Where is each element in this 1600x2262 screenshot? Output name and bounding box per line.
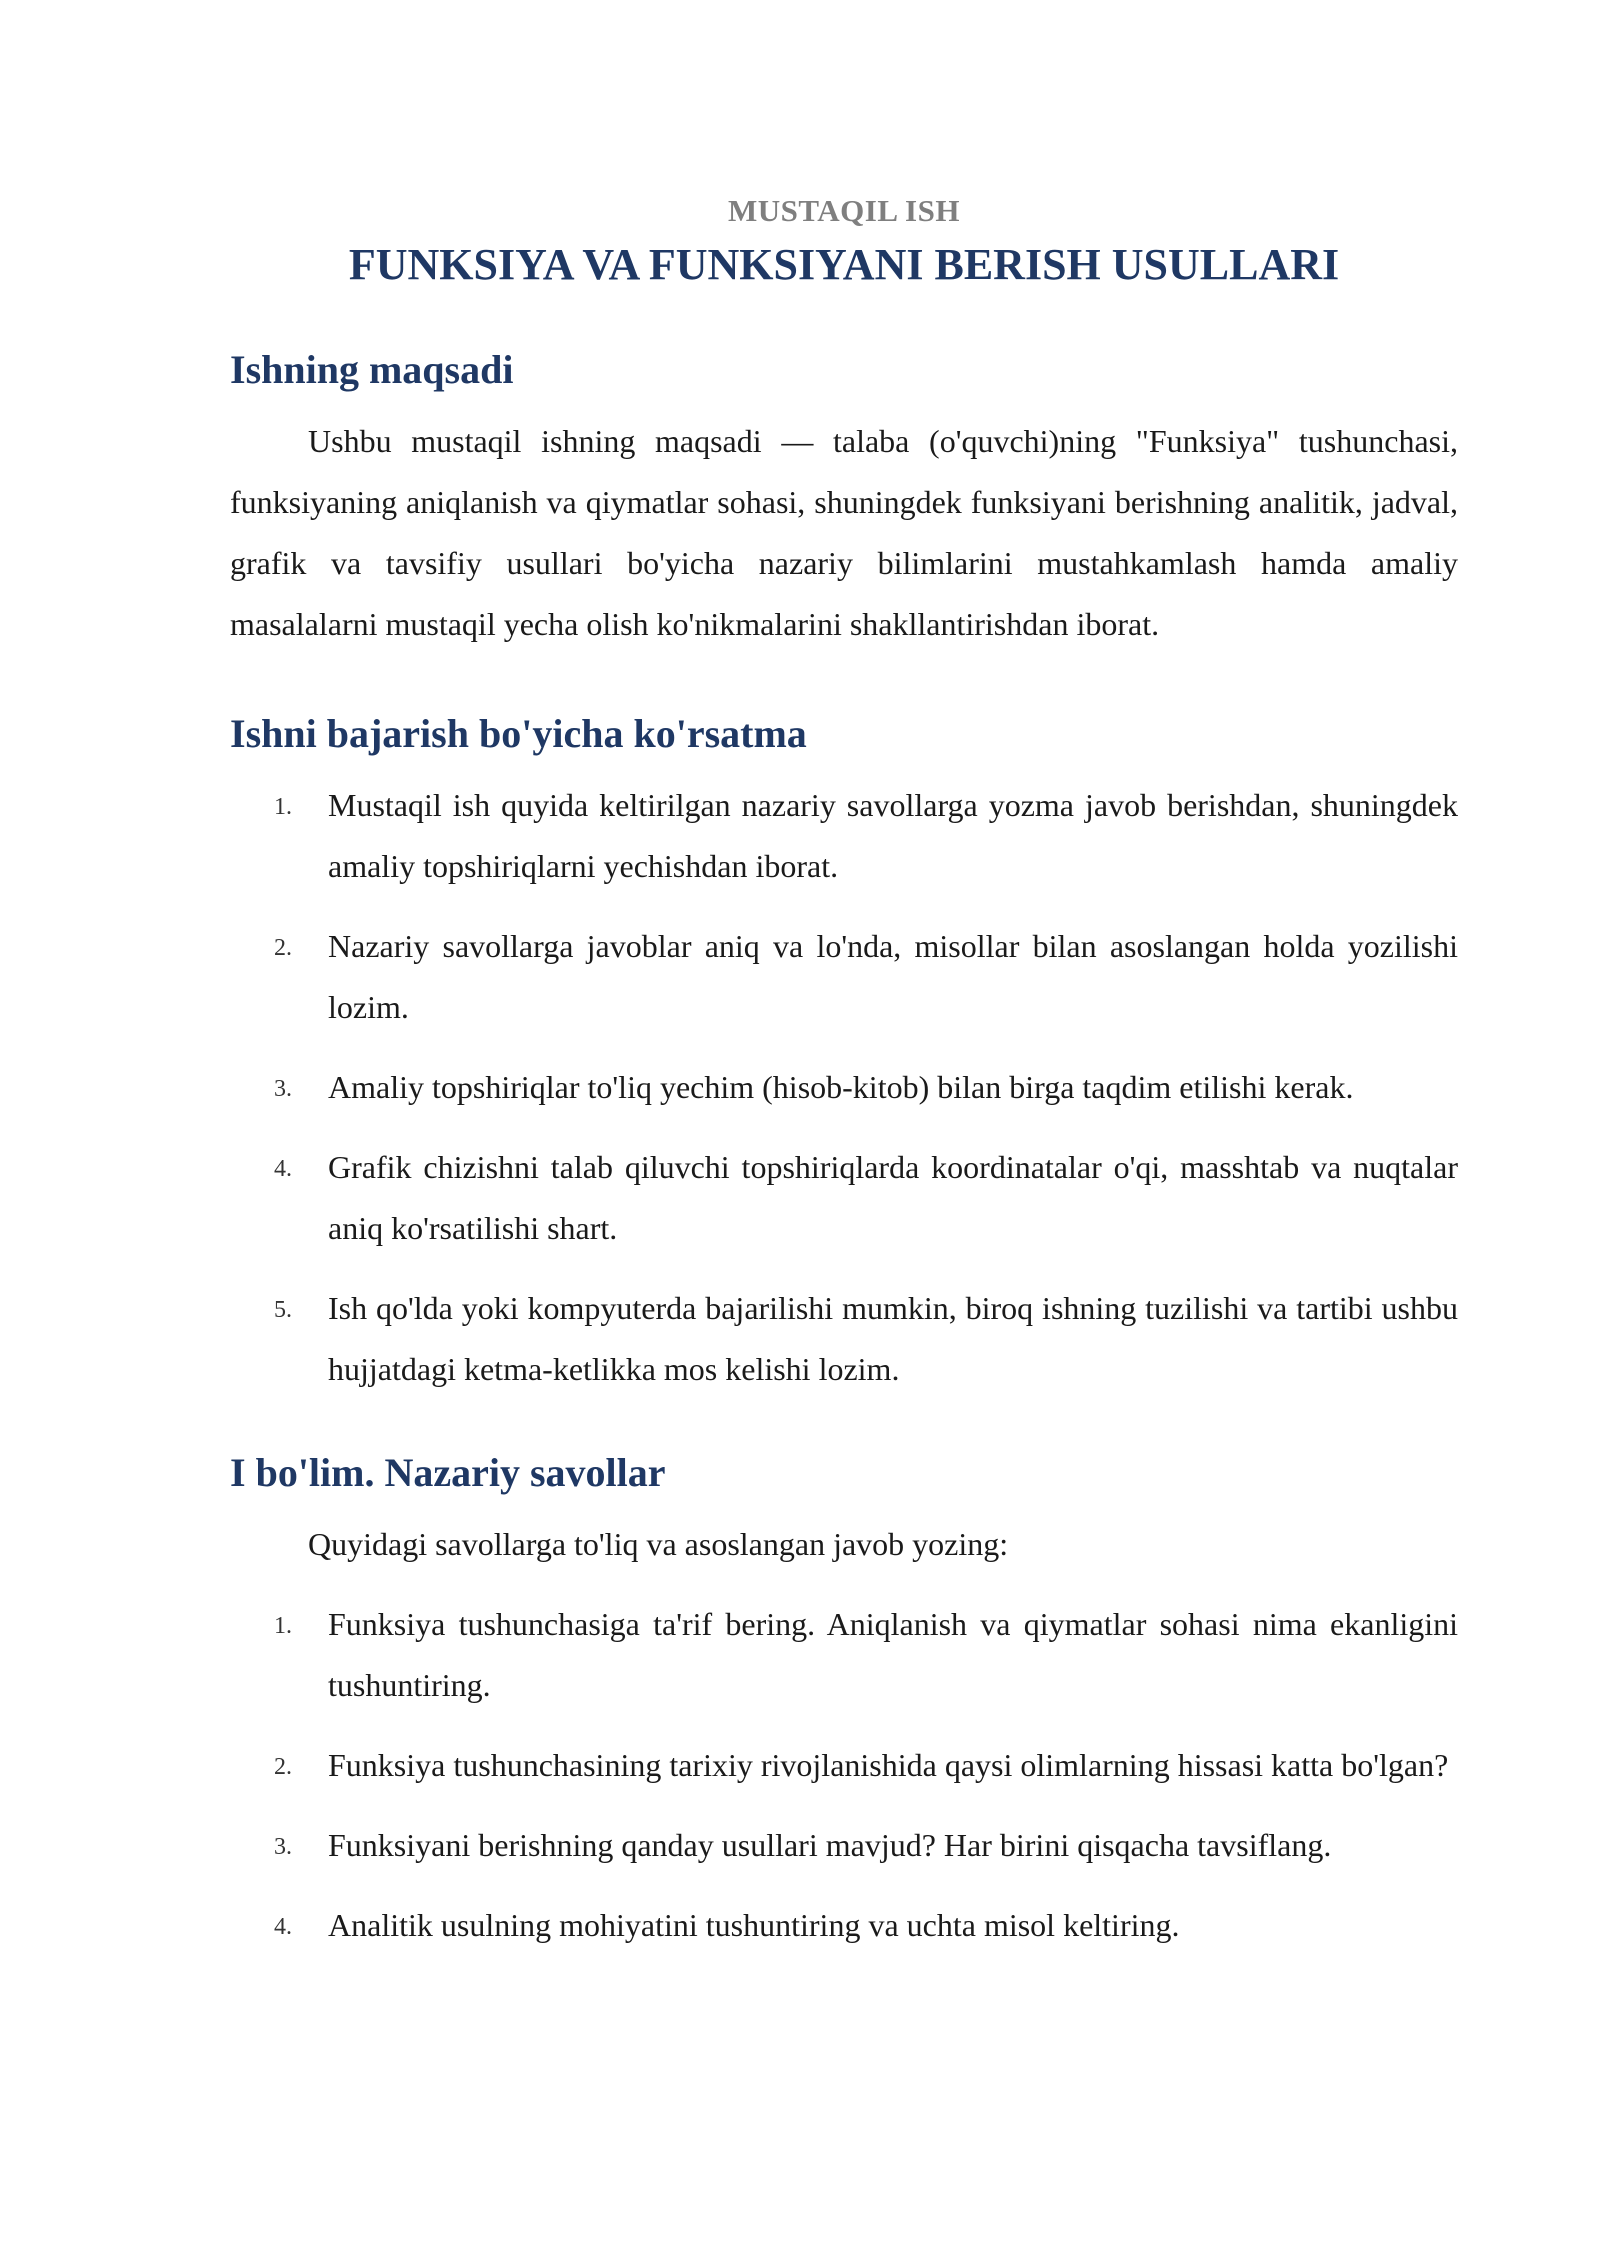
instructions-list — [230, 775, 1458, 1419]
document-kicker: MUSTAQIL ISH — [728, 193, 960, 228]
list-item — [230, 775, 1458, 897]
list-item — [230, 1735, 1458, 1796]
list-text: Grafik chizishni talab qiluvchi topshiriqlarda koordinatalar o'qi, masshtab va nuqtalar aniq ko'rsatilishi shart. — [328, 1149, 1458, 1246]
document-title: FUNKSIYA VA FUNKSIYANI BERISH USULLARI — [348, 240, 1340, 289]
list-text: Funksiya tushunchasiga ta'rif bering. Aniqlanish va qiymatlar sohasi nima ekanligini tushuntiring. — [328, 1606, 1458, 1703]
list-item — [230, 1137, 1458, 1259]
goal-paragraph: Ushbu mustaqil ishning maqsadi — talaba (o'quvchi)ning "Funksiya" tushunchasi, funksiyaning aniqlanish va qiymatlar sohasi, shuningdek funksiyani berishning analitik, jadval, grafik va tavsifiy usullari bo'yicha nazariy bilimlarini mustahkamlash hamda amaliy masalalarni mustaqil yecha olish ko'nikmalarini shakllantirishdan iborat. — [230, 423, 1458, 642]
theory-questions-list — [230, 1594, 1458, 1975]
list-item — [230, 1594, 1458, 1716]
list-item — [230, 1278, 1458, 1400]
list-number: 5. — [274, 1297, 292, 1323]
list-item — [230, 1057, 1458, 1118]
list-text: Nazariy savollarga javoblar aniq va lo'nda, misollar bilan asoslangan holda yozilishi lozim. — [328, 928, 1458, 1025]
heading-goal: Ishning maqsadi — [230, 347, 514, 392]
list-text: Amaliy topshiriqlar to'liq yechim (hisob-kitob) bilan birga taqdim etilishi kerak. — [328, 1069, 1354, 1105]
list-number: 2. — [274, 935, 292, 961]
list-number: 4. — [274, 1156, 292, 1182]
heading-theory: I bo'lim. Nazariy savollar — [230, 1450, 666, 1495]
list-item — [230, 1895, 1458, 1956]
list-text: Funksiyani berishning qanday usullari mavjud? Har birini qisqacha tavsiflang. — [328, 1827, 1332, 1863]
heading-instructions: Ishni bajarish bo'yicha ko'rsatma — [230, 711, 807, 756]
list-text: Analitik usulning mohiyatini tushuntiring va uchta misol keltiring. — [328, 1907, 1180, 1943]
list-item — [230, 1815, 1458, 1876]
list-number: 1. — [274, 794, 292, 820]
list-text: Mustaqil ish quyida keltirilgan nazariy savollarga yozma javob berishdan, shuningdek amaliy topshiriqlarni yechishdan iborat. — [328, 787, 1458, 884]
theory-intro: Quyidagi savollarga to'liq va asoslangan javob yozing: — [308, 1526, 1009, 1562]
list-text: Ish qo'lda yoki kompyuterda bajarilishi mumkin, biroq ishning tuzilishi va tartibi ushbu hujjatdagi ketma-ketlikka mos kelishi lozim. — [328, 1290, 1458, 1387]
list-number: 4. — [274, 1914, 292, 1940]
list-number: 3. — [274, 1076, 292, 1102]
list-item — [230, 916, 1458, 1038]
list-number: 1. — [274, 1613, 292, 1639]
list-text: Funksiya tushunchasining tarixiy rivojlanishida qaysi olimlarning hissasi katta bo'lgan? — [328, 1747, 1449, 1783]
list-number: 3. — [274, 1834, 292, 1860]
list-number: 2. — [274, 1754, 292, 1780]
